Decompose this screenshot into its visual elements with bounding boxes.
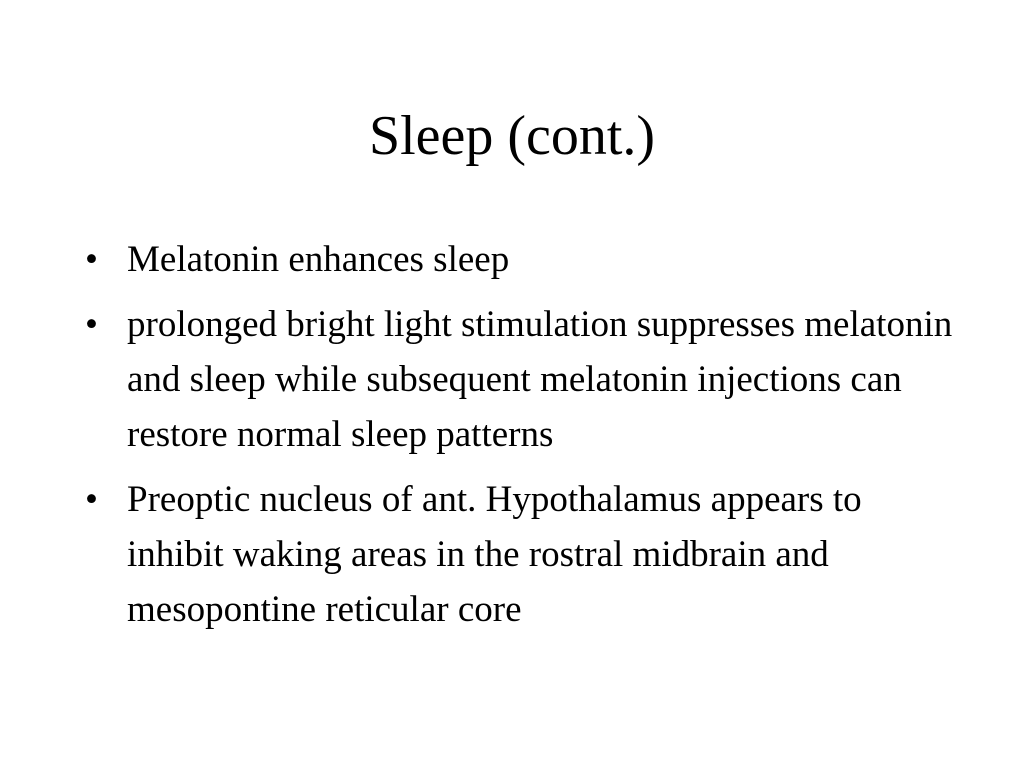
slide-title: Sleep (cont.)	[368, 105, 656, 167]
bullet-item-bright-light	[85, 297, 965, 462]
bullet-list	[85, 232, 965, 647]
bullet-text: Preoptic nucleus of ant. Hypothalamus appears to inhibit waking areas in the rostral midbrain and mesopontine reticular core	[127, 479, 862, 630]
bullet-icon: •	[85, 304, 98, 345]
bullet-item-preoptic-nucleus	[85, 472, 965, 637]
bullet-icon: •	[85, 479, 98, 520]
bullet-item-melatonin	[85, 232, 965, 287]
bullet-text: prolonged bright light stimulation suppresses melatonin and sleep while subsequent melatonin injections can restore normal sleep patterns	[127, 304, 953, 455]
bullet-text: Melatonin enhances sleep	[127, 239, 510, 280]
bullet-icon: •	[85, 239, 98, 280]
